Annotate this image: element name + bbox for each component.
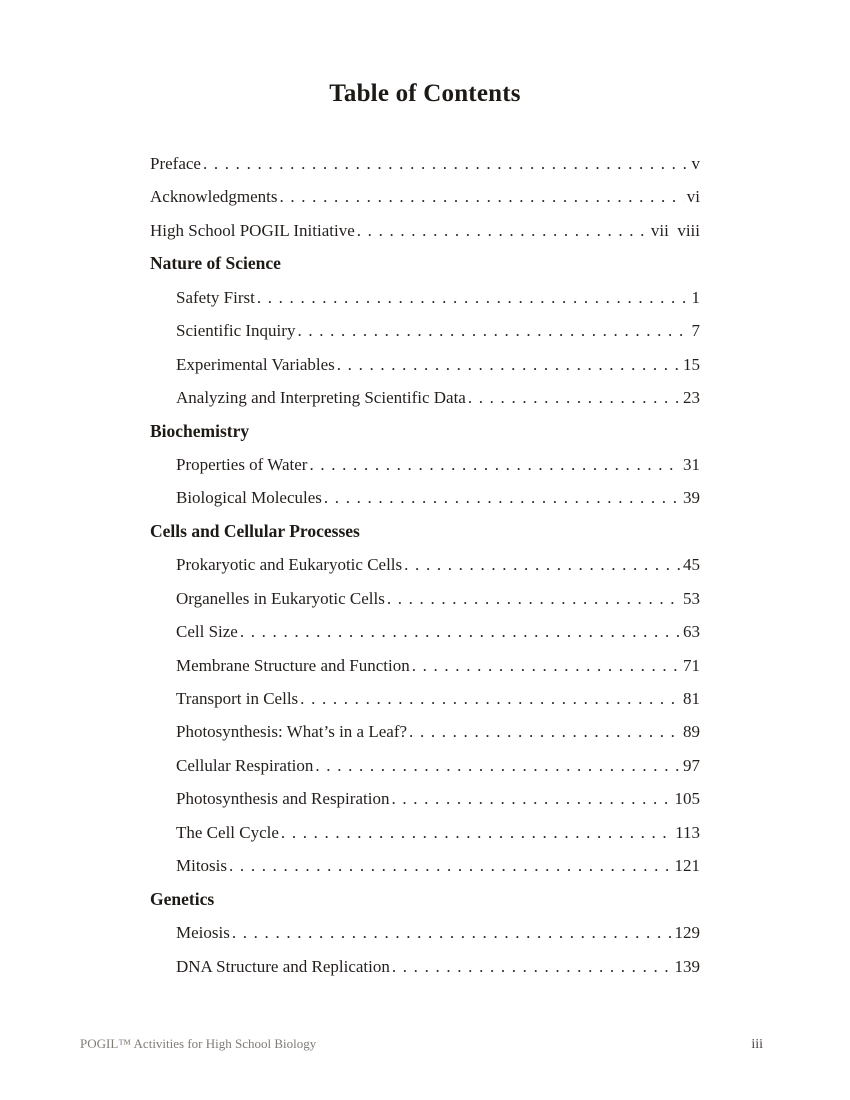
toc-entry-label: Cellular Respiration <box>176 755 314 775</box>
toc-entry-label: Properties of Water <box>176 454 308 474</box>
toc-entry-label: Analyzing and Interpreting Scientific Data <box>176 388 466 408</box>
toc-entry-label: Preface <box>150 154 201 173</box>
toc-entry <box>150 715 700 748</box>
dot-leader <box>357 214 648 247</box>
toc-entry-page: 1 <box>691 287 700 307</box>
dot-leader <box>240 615 680 648</box>
dot-leader <box>468 381 680 414</box>
toc-entry-label: Photosynthesis: What’s in a Leaf? <box>176 722 408 742</box>
toc-entry <box>150 314 700 347</box>
toc-entry <box>150 147 700 180</box>
toc-entry-page: 71 <box>683 655 700 675</box>
toc-entry-page: v <box>691 154 700 173</box>
toc-entry-page: 129 <box>674 923 700 943</box>
dot-leader <box>315 749 680 782</box>
dot-leader <box>257 281 689 314</box>
dot-leader <box>229 849 671 882</box>
dot-leader <box>279 180 683 213</box>
toc-entry <box>150 548 700 581</box>
toc-entry-page: 31 <box>683 454 700 474</box>
toc-list <box>150 147 700 983</box>
dot-leader <box>387 582 680 615</box>
toc-entry-label: Meiosis <box>176 923 230 943</box>
toc-entry-label: Mitosis <box>176 856 228 876</box>
dot-leader <box>324 481 680 514</box>
dot-leader <box>409 715 680 748</box>
toc-entry <box>150 649 700 682</box>
toc-section-header: Cells and Cellular Processes <box>150 520 360 541</box>
toc-section-header: Biochemistry <box>150 420 250 441</box>
toc-entry <box>150 950 700 983</box>
toc-entry-page: 113 <box>675 822 700 842</box>
dot-leader <box>203 147 689 180</box>
toc-entry-label: Organelles in Eukaryotic Cells <box>176 588 385 608</box>
toc-entry <box>150 682 700 715</box>
toc-entry <box>150 180 700 213</box>
dot-leader <box>337 348 680 381</box>
toc-entry-page: 53 <box>683 588 700 608</box>
dot-leader <box>297 314 688 347</box>
toc-entry-page: 45 <box>683 555 700 575</box>
page-footer <box>80 1036 763 1053</box>
dot-leader <box>309 448 680 481</box>
toc-entry-label: Biological Molecules <box>176 488 322 508</box>
toc-entry-page: 105 <box>674 789 700 809</box>
toc-entry <box>150 782 700 815</box>
toc-entry-label: Experimental Variables <box>176 354 335 374</box>
toc-entry <box>150 448 700 481</box>
toc-entry-label: Transport in Cells <box>176 689 299 708</box>
toc-entry-page: 89 <box>683 722 700 742</box>
toc-entry-page: 39 <box>683 488 700 508</box>
toc-entry-label: DNA Structure and Replication <box>176 956 390 976</box>
toc-entry-label: Prokaryotic and Eukaryotic Cells <box>176 555 403 575</box>
toc-entry-page: 97 <box>683 755 700 775</box>
toc-entry-page: 15 <box>683 354 700 374</box>
toc-entry-label: Safety First <box>176 287 255 307</box>
toc-entry <box>150 582 700 615</box>
toc-entry <box>150 381 700 414</box>
toc-entry-page: 121 <box>674 856 700 876</box>
dot-leader <box>412 649 680 682</box>
footer-running-title: POGIL™ Activities for High School Biology <box>80 1036 317 1051</box>
toc-entry <box>150 481 700 514</box>
toc-entry <box>150 615 700 648</box>
toc-entry-label: Acknowledgments <box>150 187 278 207</box>
toc-entry <box>150 749 700 782</box>
dot-leader <box>404 548 680 581</box>
toc-entry-page: vi <box>686 187 700 207</box>
toc-entry <box>150 214 700 247</box>
toc-entry-page: 23 <box>683 388 700 408</box>
toc-entry <box>150 281 700 314</box>
toc-entry-label: Scientific Inquiry <box>176 321 296 341</box>
toc-entry-label: Cell Size <box>176 622 238 642</box>
dot-leader <box>391 782 671 815</box>
toc-entry <box>150 916 700 949</box>
toc-entry-page: vii viii <box>650 220 700 240</box>
toc-entry-label: Membrane Structure and Function <box>176 655 410 675</box>
toc-entry <box>150 348 700 381</box>
toc-section-header: Nature of Science <box>150 253 281 274</box>
toc-entry <box>150 816 700 849</box>
dot-leader <box>392 950 672 983</box>
toc-section-header: Genetics <box>150 888 215 909</box>
toc-entry-page: 139 <box>674 956 700 976</box>
dot-leader <box>281 816 672 849</box>
page-title: Table of Contents <box>329 80 521 107</box>
dot-leader <box>300 682 680 715</box>
toc-entry <box>150 849 700 882</box>
dot-leader <box>232 916 672 949</box>
toc-entry-page: 81 <box>683 689 700 708</box>
toc-entry-label: Photosynthesis and Respiration <box>176 789 390 809</box>
toc-entry-page: 63 <box>683 622 700 642</box>
toc-entry-label: High School POGIL Initiative <box>150 220 355 240</box>
footer-page-number: iii <box>751 1037 763 1052</box>
toc-entry-label: The Cell Cycle <box>176 822 279 842</box>
toc-entry-page: 7 <box>691 321 700 341</box>
